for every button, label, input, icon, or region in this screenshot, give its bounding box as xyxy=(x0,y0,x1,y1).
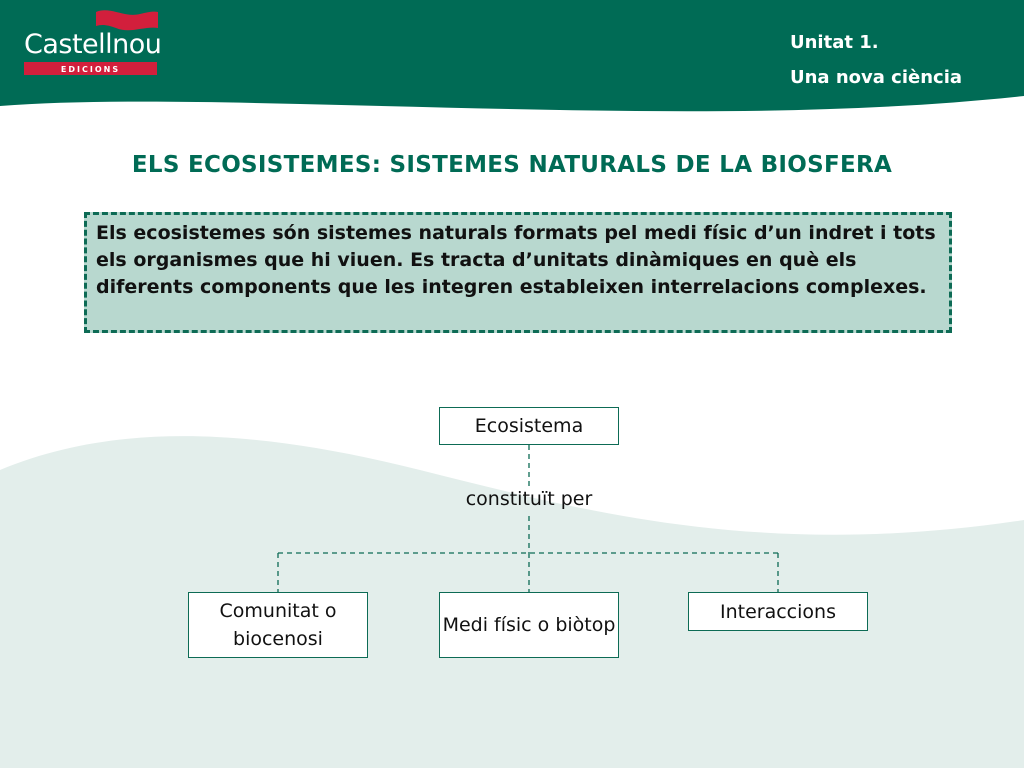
unit-number: Unitat 1. xyxy=(790,32,879,53)
connector-label: constituït per xyxy=(465,488,593,510)
node-interaccions: Interaccions xyxy=(688,592,868,631)
node-comunitat: Comunitat o biocenosi xyxy=(188,592,368,658)
brand-subtitle: EDICIONS xyxy=(60,65,121,74)
unit-title: Una nova ciència xyxy=(790,67,963,88)
node-medi-fisic: Medi físic o biòtop xyxy=(439,592,619,658)
brand-name: Castellnou xyxy=(24,29,162,60)
definition-box: Els ecosistemes són sistemes naturals formats pel medi físic d’un indret i tots els organismes que hi viuen. Es tracta d’unitats dinàmiques en què els diferents components que les integren estableixen interrelacions complexes. xyxy=(84,212,952,333)
page-title: ELS ECOSISTEMES: SISTEMES NATURALS DE LA BIOSFERA xyxy=(131,152,893,178)
node-ecosistema: Ecosistema xyxy=(439,407,619,445)
